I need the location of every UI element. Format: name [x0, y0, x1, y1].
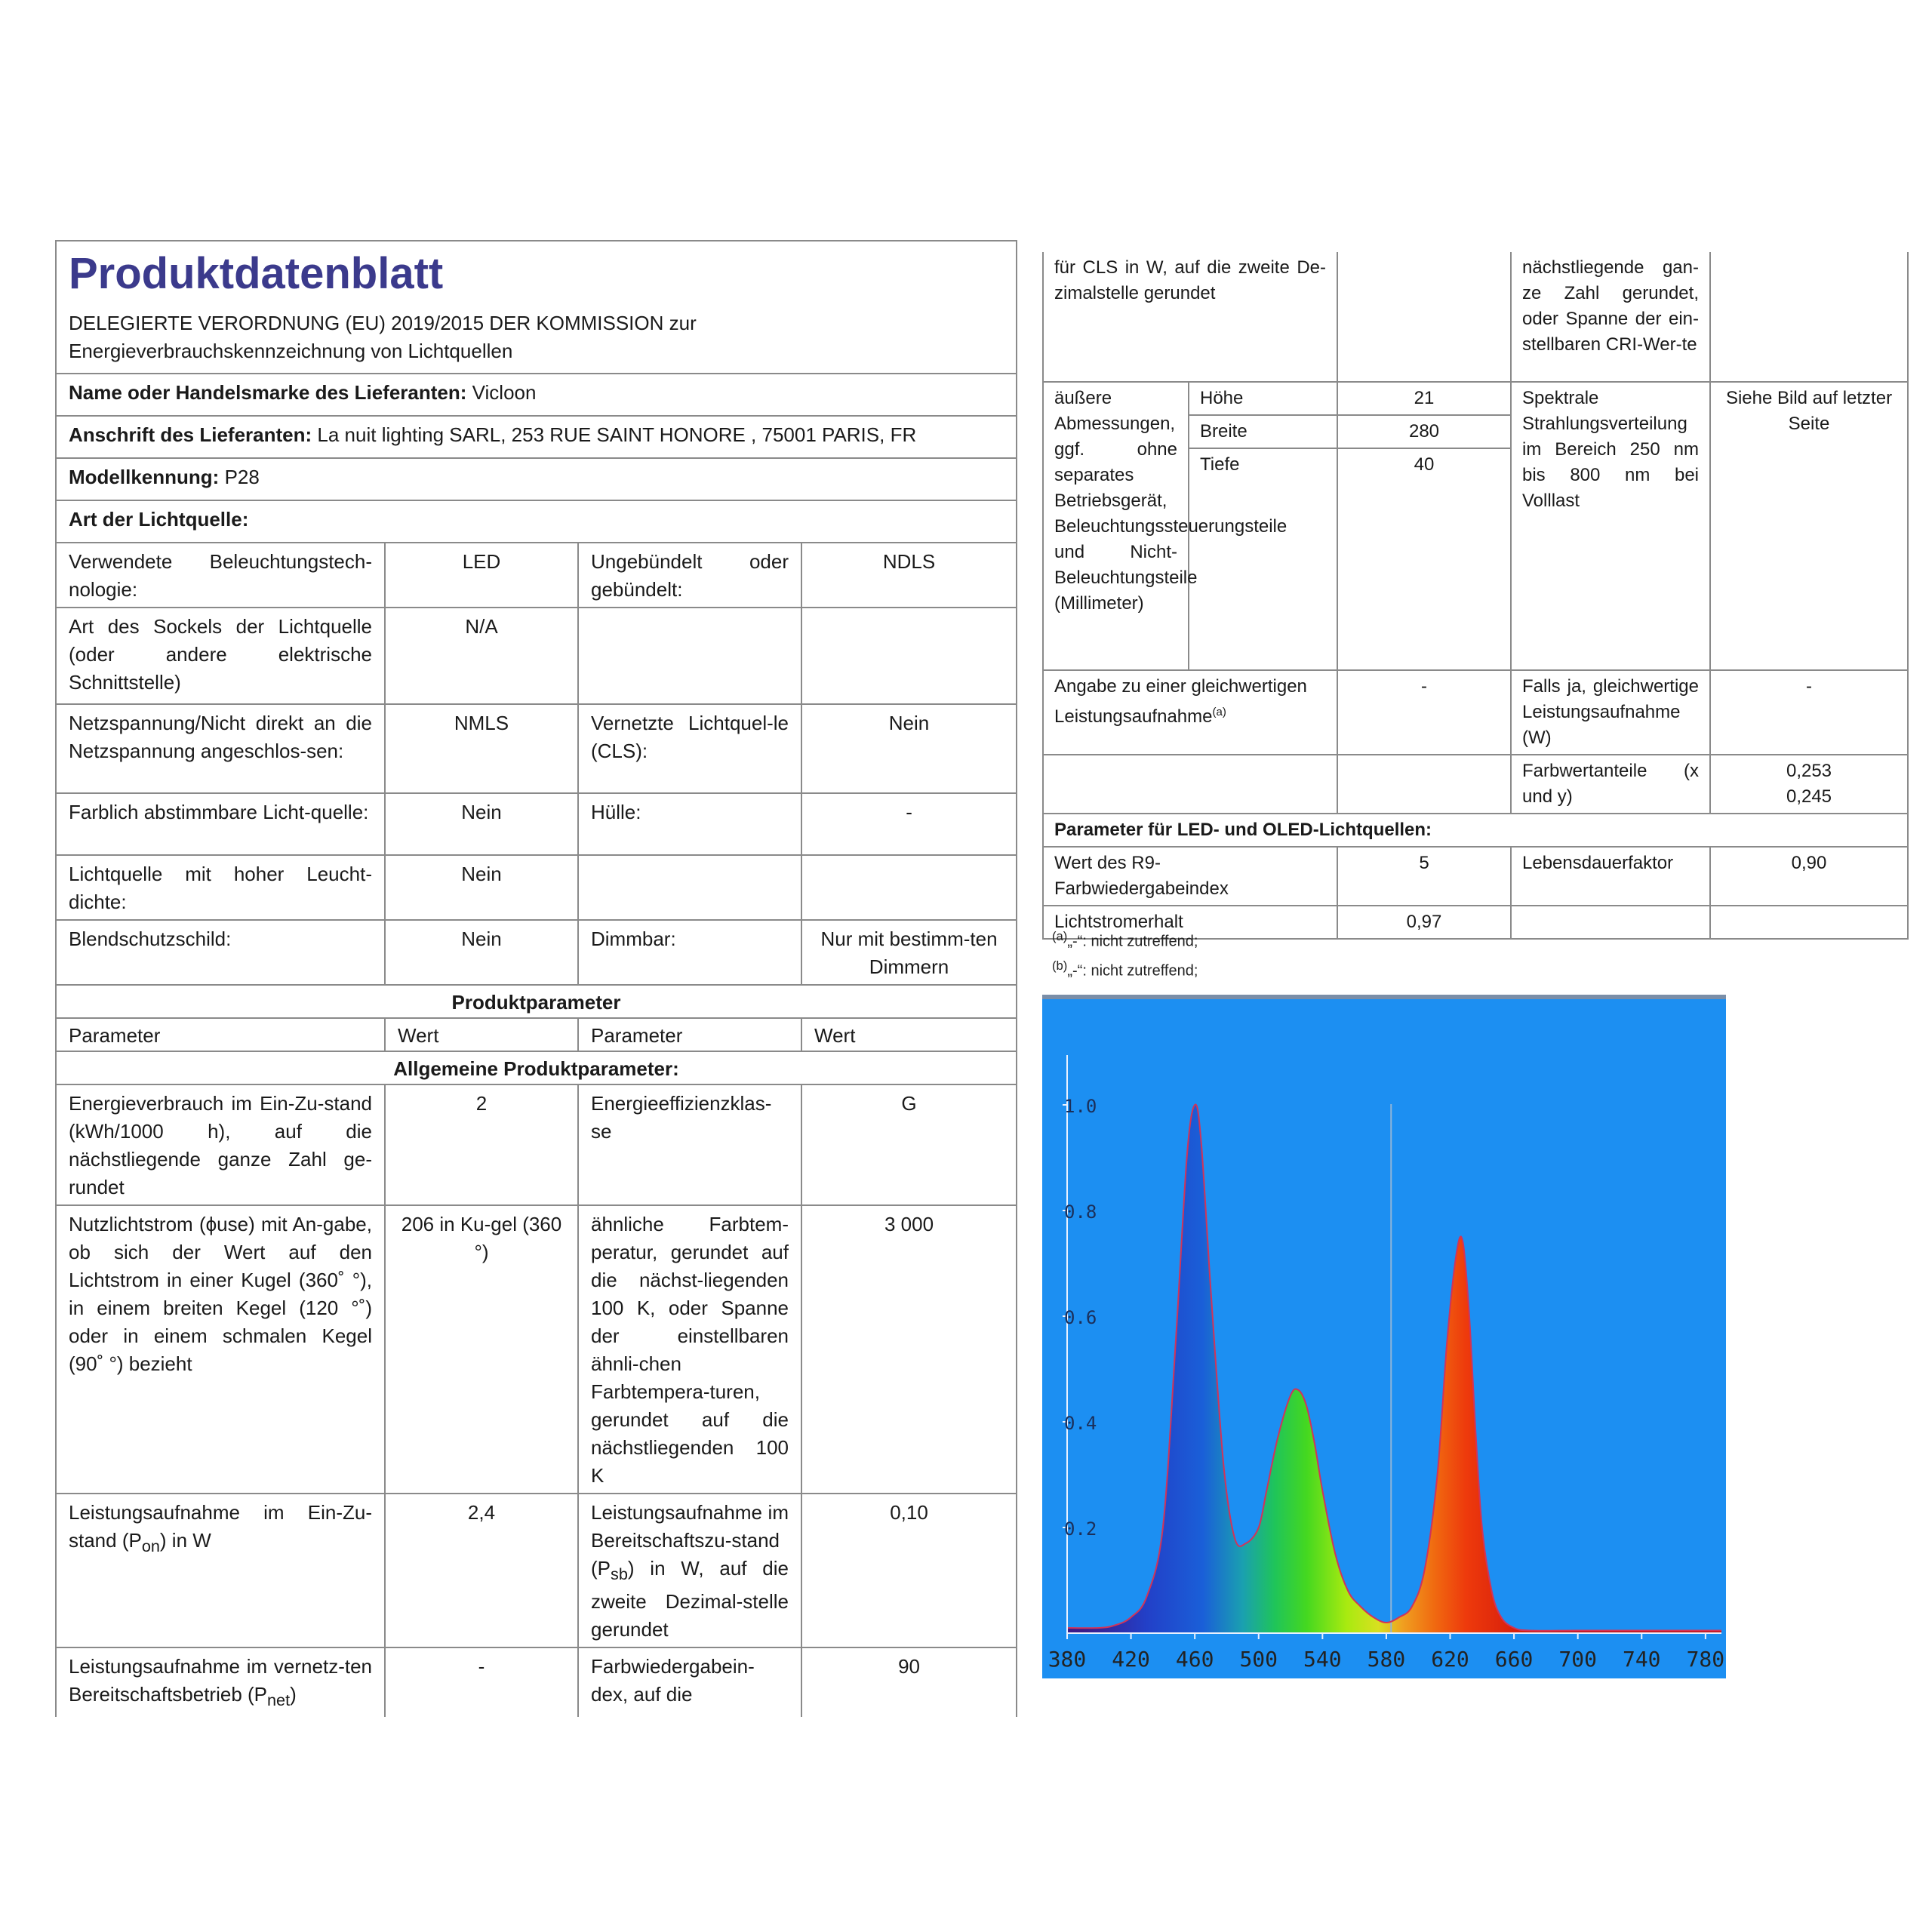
value-cell: G: [801, 1084, 1017, 1205]
model-value: P28: [224, 466, 260, 488]
x-tick-label: 460: [1175, 1647, 1214, 1672]
column-header: Parameter: [578, 1018, 801, 1051]
column-header: Parameter: [56, 1018, 385, 1051]
dim-label: Tiefe: [1189, 448, 1337, 670]
table-row: [1043, 847, 1908, 906]
param-cell: Ungebündelt oder gebündelt:: [578, 543, 801, 608]
product-parameters-heading: Produktparameter: [56, 985, 1017, 1018]
y-tick-label: 0.6: [1064, 1307, 1097, 1328]
column-header: Wert: [801, 1018, 1017, 1051]
dim-label: Breite: [1189, 415, 1337, 448]
y-tick-label: 0.8: [1064, 1201, 1097, 1223]
spectral-distribution-chart: [1042, 995, 1726, 1678]
value-cell: 206 in Ku-gel (360 °): [385, 1205, 578, 1494]
chroma-x: 0,253: [1786, 761, 1832, 781]
value-cell: -: [801, 793, 1017, 855]
empty-cell: [1043, 755, 1337, 814]
footnote-ref: (a): [1212, 706, 1226, 718]
value-cell: 2: [385, 1084, 578, 1205]
value-cell: Nur mit bestimm-ten Dimmern: [801, 920, 1017, 985]
empty-cell: [1710, 906, 1908, 939]
x-tick-label: 660: [1494, 1647, 1534, 1672]
x-tick-label: 620: [1431, 1647, 1469, 1672]
value-cell: Nein: [385, 920, 578, 985]
x-tick-label: 420: [1112, 1647, 1150, 1672]
table-row: [56, 543, 1017, 608]
param-text: Angabe zu einer gleichwertigen Leistungsaufnahme: [1054, 676, 1307, 727]
x-tick-label: 740: [1622, 1647, 1661, 1672]
footnotes: [1052, 922, 1198, 985]
light-source-type-heading: Art der Lichtquelle:: [56, 500, 1017, 543]
value-cell: LED: [385, 543, 578, 608]
table-row: [56, 1494, 1017, 1647]
param-cell: Lebensdauerfaktor: [1511, 847, 1710, 906]
value-cell: NMLS: [385, 704, 578, 793]
param-cell: Vernetzte Lichtquel-le (CLS):: [578, 704, 801, 793]
param-cell: Falls ja, gleichwertige Leistungsaufnahme (W): [1511, 670, 1710, 755]
supplier-name-label: Name oder Handelsmarke des Lieferanten:: [69, 381, 467, 404]
value-cell: 0,97: [1337, 906, 1511, 939]
value-cell: N/A: [385, 608, 578, 704]
dim-value: 280: [1337, 415, 1511, 448]
chart-background: [1042, 995, 1726, 1678]
x-tick-label: 500: [1239, 1647, 1278, 1672]
value-cell: -: [385, 1647, 578, 1717]
param-text: ) in W, auf die zweite Dezimal-stelle gerundet: [591, 1557, 789, 1641]
regulation-line-1: DELEGIERTE VERORDNUNG (EU) 2019/2015 DER KOMMISSION zur: [69, 312, 697, 334]
param-text: Leistungsaufnahme im Ein-Zu-stand (P: [69, 1501, 372, 1552]
dimensions-label: äußere Abmessungen, ggf. ohne separates Betriebsgerät, Beleuchtungssteuerungsteile und Nicht-Beleuchtungsteile (Millimeter): [1043, 382, 1189, 670]
led-heading-row: [1043, 814, 1908, 847]
param-cell: Farbwiedergabein-dex, auf die: [578, 1647, 801, 1717]
param-cell: [1043, 670, 1337, 755]
table-row: [56, 920, 1017, 985]
page-title: Produktdatenblatt: [69, 249, 444, 298]
chroma-y: 0,245: [1786, 786, 1832, 807]
led-heading: Parameter für LED- und OLED-Lichtquellen:: [1043, 814, 1908, 847]
param-cell: Wert des R9-Farbwiedergabeindex: [1043, 847, 1337, 906]
param-cell: ähnliche Farbtem-peratur, gerundet auf die nächst-liegenden 100 K, oder Spanne der einstellbaren ähnli-chen Farbtempera-turen, gerundet auf die nächstliegenden 100 K: [578, 1205, 801, 1494]
param-cell: [56, 1647, 385, 1717]
param-cell: [578, 855, 801, 920]
value-cell: Nein: [801, 704, 1017, 793]
chart-top-border: [1042, 995, 1726, 999]
param-cell: Farbwertanteile (x und y): [1511, 755, 1710, 814]
general-parameters-heading-row: [56, 1051, 1017, 1084]
spectral-value: Siehe Bild auf letzter Seite: [1710, 382, 1908, 670]
subscript: on: [141, 1537, 160, 1556]
value-cell: -: [1337, 670, 1511, 755]
param-cell: [56, 1494, 385, 1647]
value-cell: 90: [801, 1647, 1017, 1717]
table-row: [1043, 755, 1908, 814]
param-text: Leistungsaufnahme im vernetz-ten Bereitschaftsbetrieb (P: [69, 1655, 372, 1706]
param-cell: [578, 1494, 801, 1647]
table-row: [56, 1647, 1017, 1717]
x-tick-label: 540: [1303, 1647, 1342, 1672]
y-tick-label: 0.2: [1064, 1518, 1097, 1540]
dim-value: 21: [1337, 382, 1511, 415]
spectral-label: Spektrale Strahlungsverteilung im Bereich 250 nm bis 800 nm bei Volllast: [1511, 382, 1710, 670]
footnote-mark: (b): [1052, 958, 1068, 973]
table-row: [1043, 252, 1908, 382]
table-row: [56, 1205, 1017, 1494]
value-cell: 5: [1337, 847, 1511, 906]
param-cell: Nutzlichtstrom (ϕuse) mit An-gabe, ob sich der Wert auf den Lichtstrom in einer Kugel (360˚ °), in einem breiten Kegel (120 °˚) oder in einem schmalen Kegel (90˚ °) bezieht: [56, 1205, 385, 1494]
param-cell: [578, 608, 801, 704]
footnote-text: „-“: nicht zutreffend;: [1067, 933, 1198, 950]
dim-value: 40: [1337, 448, 1511, 670]
param-cell: Dimmbar:: [578, 920, 801, 985]
x-tick-label: 780: [1686, 1647, 1725, 1672]
empty-cell: [1511, 906, 1710, 939]
param-text: Leistungsaufnahme im Bereitschaftszu-stand (P: [591, 1501, 789, 1580]
param-cell: Energieverbrauch im Ein-Zu-stand (kWh/1000 h), auf die nächstliegende ganze Zahl ge-rundet: [56, 1084, 385, 1205]
model-row: [56, 458, 1017, 500]
value-cell: NDLS: [801, 543, 1017, 608]
column-header: Wert: [385, 1018, 578, 1051]
value-cell: Nein: [385, 855, 578, 920]
footnote-text: „-“: nicht zutreffend;: [1067, 962, 1198, 980]
header-row: [56, 241, 1017, 374]
y-tick-label: 0.4: [1064, 1413, 1097, 1434]
param-cell: Netzspannung/Nicht direkt an die Netzspannung angeschlos-sen:: [56, 704, 385, 793]
value-cell: [1710, 755, 1908, 814]
value-cell: [801, 855, 1017, 920]
empty-cell: [1337, 755, 1511, 814]
table-row: [56, 1084, 1017, 1205]
subscript: sb: [611, 1564, 628, 1584]
continuation-table: [1042, 252, 1909, 940]
value-cell: 0,90: [1710, 847, 1908, 906]
param-text: ) in W: [159, 1529, 211, 1552]
light-source-type-heading-row: [56, 500, 1017, 543]
footnote-a: [1052, 922, 1198, 956]
header-cell: [56, 241, 1017, 374]
param-cell: Hülle:: [578, 793, 801, 855]
value-cell: [1337, 252, 1511, 382]
table-row: [56, 608, 1017, 704]
product-parameters-heading-row: [56, 985, 1017, 1018]
value-cell: [801, 608, 1017, 704]
supplier-name-row: [56, 374, 1017, 416]
dim-label: Höhe: [1189, 382, 1337, 415]
supplier-address-value: La nuit lighting SARL, 253 RUE SAINT HONORE , 75001 PARIS, FR: [317, 423, 917, 446]
param-cell: nächstliegende gan-ze Zahl gerundet, oder Spanne der ein-stellbaren CRI-Wer-te: [1511, 252, 1710, 382]
param-cell: für CLS in W, auf die zweite De-zimalstelle gerundet: [1043, 252, 1337, 382]
supplier-name-value: Vicloon: [472, 381, 537, 404]
supplier-address-row: [56, 416, 1017, 458]
value-cell: -: [1710, 670, 1908, 755]
column-header-row: [56, 1018, 1017, 1051]
x-tick-label: 700: [1558, 1647, 1597, 1672]
subscript: net: [267, 1690, 291, 1710]
table-row: [56, 704, 1017, 793]
param-cell: Farblich abstimmbare Licht-quelle:: [56, 793, 385, 855]
param-text: ): [290, 1683, 297, 1706]
table-row: [56, 855, 1017, 920]
model-label: Modellkennung:: [69, 466, 220, 488]
value-cell: 3 000: [801, 1205, 1017, 1494]
footnote-b: [1052, 952, 1198, 986]
value-cell: [1710, 252, 1908, 382]
param-cell: Art des Sockels der Lichtquelle (oder andere elektrische Schnittstelle): [56, 608, 385, 704]
param-cell: Lichtquelle mit hoher Leucht-dichte:: [56, 855, 385, 920]
param-cell: Lichtstromerhalt: [1043, 906, 1337, 939]
param-cell: Verwendete Beleuchtungstech-nologie:: [56, 543, 385, 608]
y-tick-label: 1.0: [1064, 1096, 1097, 1117]
x-tick-label: 580: [1367, 1647, 1406, 1672]
param-cell: Energieeffizienzklas-se: [578, 1084, 801, 1205]
value-cell: Nein: [385, 793, 578, 855]
table-row: [56, 793, 1017, 855]
x-tick-label: 380: [1048, 1647, 1087, 1672]
value-cell: 2,4: [385, 1494, 578, 1647]
product-data-sheet-table: [55, 240, 1017, 1717]
regulation-line-2: Energieverbrauchskennzeichnung von Lichtquellen: [69, 340, 513, 362]
footnote-mark: (a): [1052, 929, 1068, 943]
value-cell: 0,10: [801, 1494, 1017, 1647]
table-row: [1043, 670, 1908, 755]
supplier-address-label: Anschrift des Lieferanten:: [69, 423, 312, 446]
param-cell: Blendschutzschild:: [56, 920, 385, 985]
table-row: [1043, 382, 1908, 415]
general-parameters-heading: Allgemeine Produktparameter:: [56, 1051, 1017, 1084]
